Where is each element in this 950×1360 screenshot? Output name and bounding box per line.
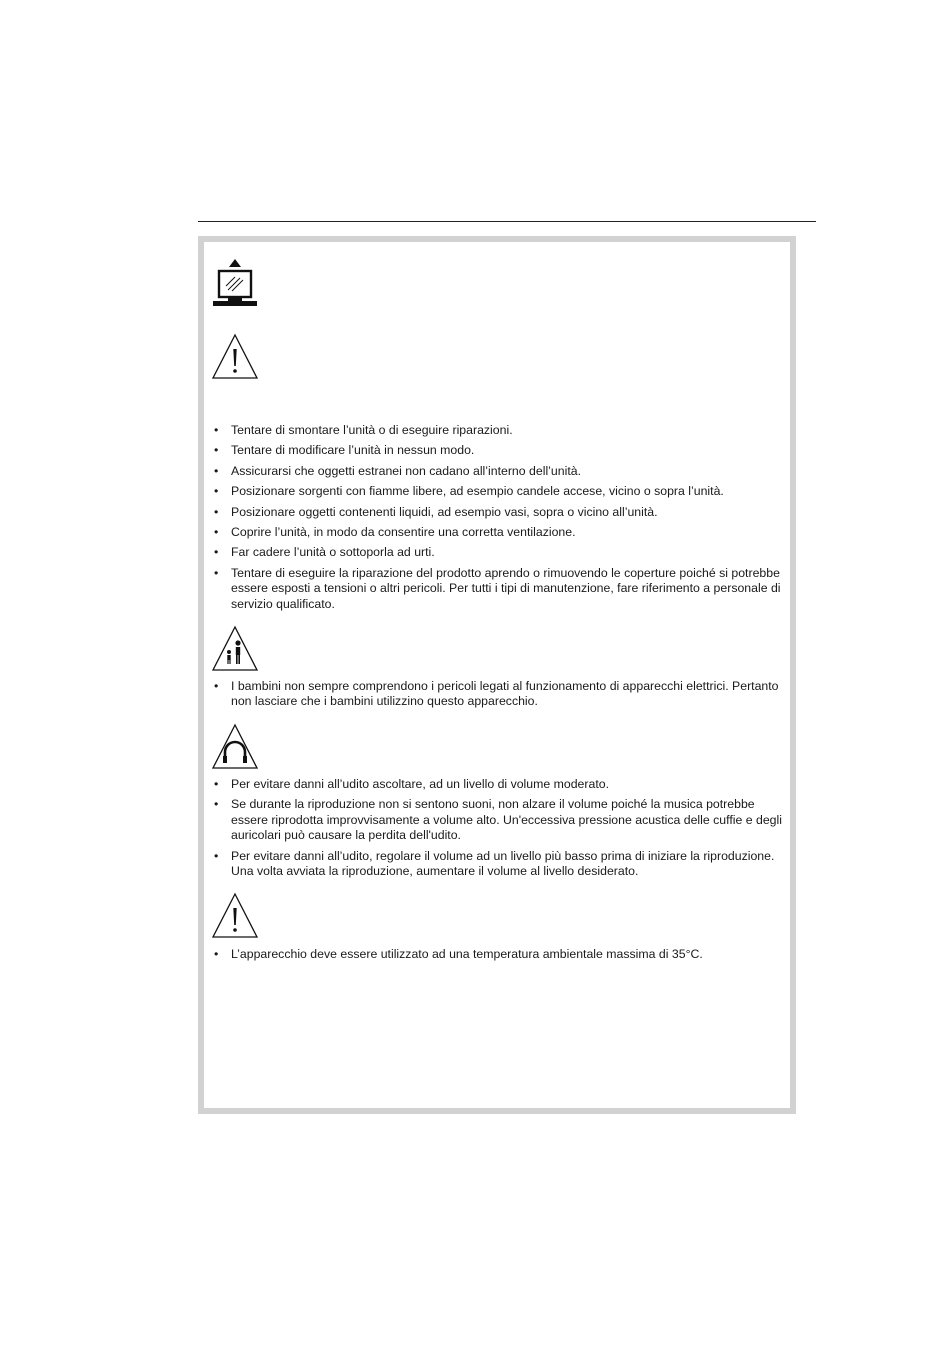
warning-exclamation-icon bbox=[211, 891, 259, 939]
list-item: • Tentare di eseguire la riparazione del prodotto aprendo o rimuovendo le coperture poiché si potrebbe essere esposti a tensioni o altri pericoli. Per tutti i tipi di manutenzione, fare riferimento a personale di servizio qualificato. bbox=[214, 566, 788, 612]
list-item: • L’apparecchio deve essere utilizzato ad una temperatura ambientale massima di 35°C. bbox=[214, 947, 788, 962]
children-warnings-list bbox=[214, 679, 788, 715]
header-rule bbox=[198, 221, 816, 222]
list-item: • Tentare di smontare l’unità o di eseguire riparazioni. bbox=[214, 423, 788, 438]
headphones-warning-icon bbox=[211, 722, 259, 770]
temperature-warnings-list bbox=[214, 947, 788, 967]
list-item: • Posizionare sorgenti con fiamme libere, ad esempio candele accese, vicino o sopra l’unità. bbox=[214, 484, 788, 499]
list-item: • I bambini non sempre comprendono i pericoli legati al funzionamento di apparecchi elettrici. Pertanto non lasciare che i bambini utilizzino questo apparecchio. bbox=[214, 679, 788, 710]
eject-device-icon bbox=[211, 258, 259, 310]
general-warnings-list bbox=[214, 423, 788, 617]
list-item: • Coprire l’unità, in modo da consentire una corretta ventilazione. bbox=[214, 525, 788, 540]
list-item: • Far cadere l’unità o sottoporla ad urti. bbox=[214, 545, 788, 560]
hearing-warnings-list bbox=[214, 777, 788, 884]
list-item: • Se durante la riproduzione non si sentono suoni, non alzare il volume poiché la musica potrebbe essere riprodotta improvvisamente a volume alto. Un'eccessiva pressione acustica delle cuffie e degli auricolari può causare la perdita dell'udito. bbox=[214, 797, 788, 843]
warning-exclamation-icon bbox=[211, 332, 259, 380]
list-item: • Assicurarsi che oggetti estranei non cadano all’interno dell’unità. bbox=[214, 464, 788, 479]
list-item: • Per evitare danni all’udito, regolare il volume ad un livello più basso prima di iniziare la riproduzione. Una volta avviata la riproduzione, aumentare il volume al livello desiderato. bbox=[214, 849, 788, 880]
list-item: • Posizionare oggetti contenenti liquidi, ad esempio vasi, sopra o vicino all’unità. bbox=[214, 505, 788, 520]
list-item: • Tentare di modificare l’unità in nessun modo. bbox=[214, 443, 788, 458]
list-item: • Per evitare danni all’udito ascoltare, ad un livello di volume moderato. bbox=[214, 777, 788, 792]
children-warning-icon bbox=[211, 624, 259, 672]
safety-notice-panel bbox=[198, 236, 796, 1114]
